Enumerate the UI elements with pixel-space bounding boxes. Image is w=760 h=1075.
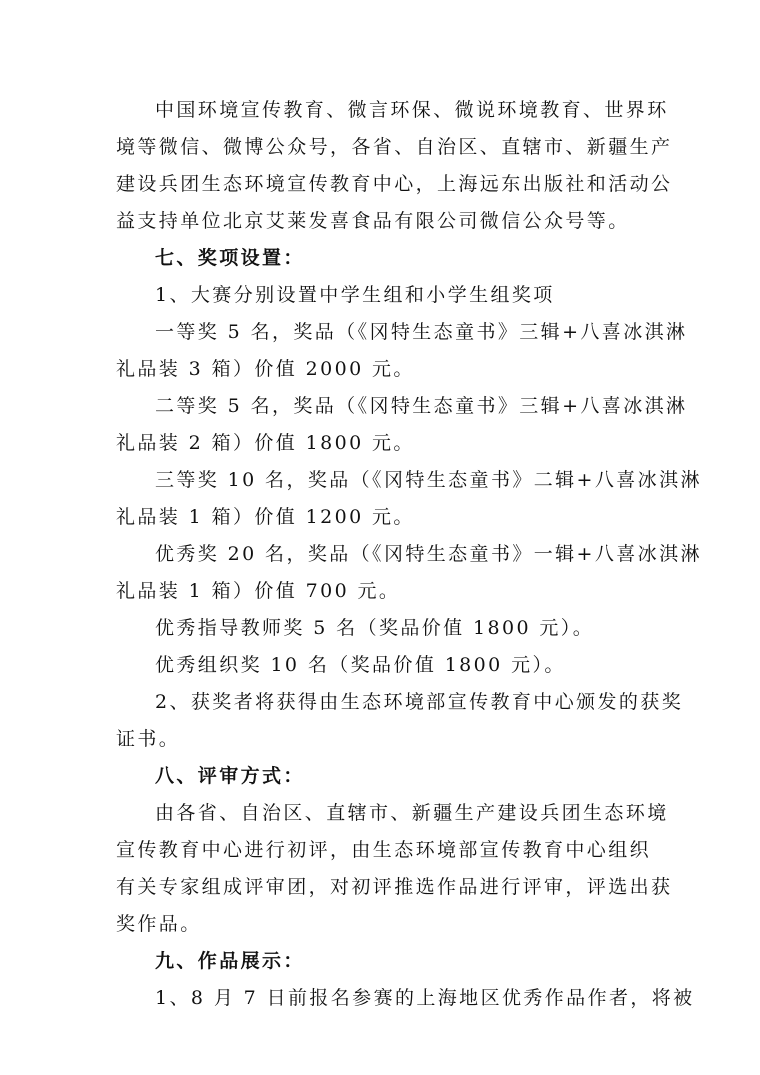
award-second-line-2: 礼品装 2 箱）价值 1800 元。 — [116, 432, 415, 454]
award-excellent-line-2: 礼品装 1 箱）价值 700 元。 — [116, 580, 401, 602]
award-organization: 优秀组织奖 10 名（奖品价值 1800 元）。 — [155, 654, 566, 676]
review-line-4: 奖作品。 — [116, 913, 202, 935]
award-third-line-2: 礼品装 1 箱）价值 1200 元。 — [116, 506, 415, 528]
exhibition-item-1: 1、8 月 7 日前报名参赛的上海地区优秀作品作者，将被 — [155, 987, 695, 1009]
award-excellent-line-1: 优秀奖 20 名，奖品（《冈特生态童书》一辑+八喜冰淇淋 — [155, 543, 702, 565]
award-second-line-1: 二等奖 5 名，奖品（《冈特生态童书》三辑+八喜冰淇淋 — [155, 395, 688, 417]
award-first-line-1: 一等奖 5 名，奖品（《冈特生态童书》三辑+八喜冰淇淋 — [155, 321, 688, 343]
paragraph-promo-line-2: 境等微信、微博公众号，各省、自治区、直辖市、新疆生产 — [116, 136, 673, 158]
paragraph-promo-line-4: 益支持单位北京艾莱发喜食品有限公司微信公众号等。 — [116, 210, 630, 232]
paragraph-promo-line-3: 建设兵团生态环境宣传教育中心，上海远东出版社和活动公 — [116, 173, 673, 195]
review-line-2: 宣传教育中心进行初评，由生态环境部宣传教育中心组织 — [116, 839, 652, 861]
award-first-line-2: 礼品装 3 箱）价值 2000 元。 — [116, 358, 415, 380]
review-line-3: 有关专家组成评审团，对初评推选作品进行评审，评选出获 — [116, 876, 673, 898]
awards-item-2-line-2: 证书。 — [116, 728, 181, 750]
award-third-line-1: 三等奖 10 名，奖品（《冈特生态童书》二辑+八喜冰淇淋 — [155, 469, 702, 491]
heading-review: 八、评审方式： — [155, 765, 305, 787]
heading-awards: 七、奖项设置： — [155, 247, 305, 269]
paragraph-promo-line-1: 中国环境宣传教育、微言环保、微说环境教育、世界环 — [155, 99, 669, 121]
review-line-1: 由各省、自治区、直辖市、新疆生产建设兵团生态环境 — [155, 802, 669, 824]
heading-exhibition: 九、作品展示： — [155, 950, 305, 972]
award-teacher: 优秀指导教师奖 5 名（奖品价值 1800 元）。 — [155, 617, 595, 639]
awards-item-2-line-1: 2、获奖者将获得由生态环境部宣传教育中心颁发的获奖 — [155, 691, 684, 713]
awards-item-1: 1、大赛分别设置中学生组和小学生组奖项 — [155, 284, 555, 306]
